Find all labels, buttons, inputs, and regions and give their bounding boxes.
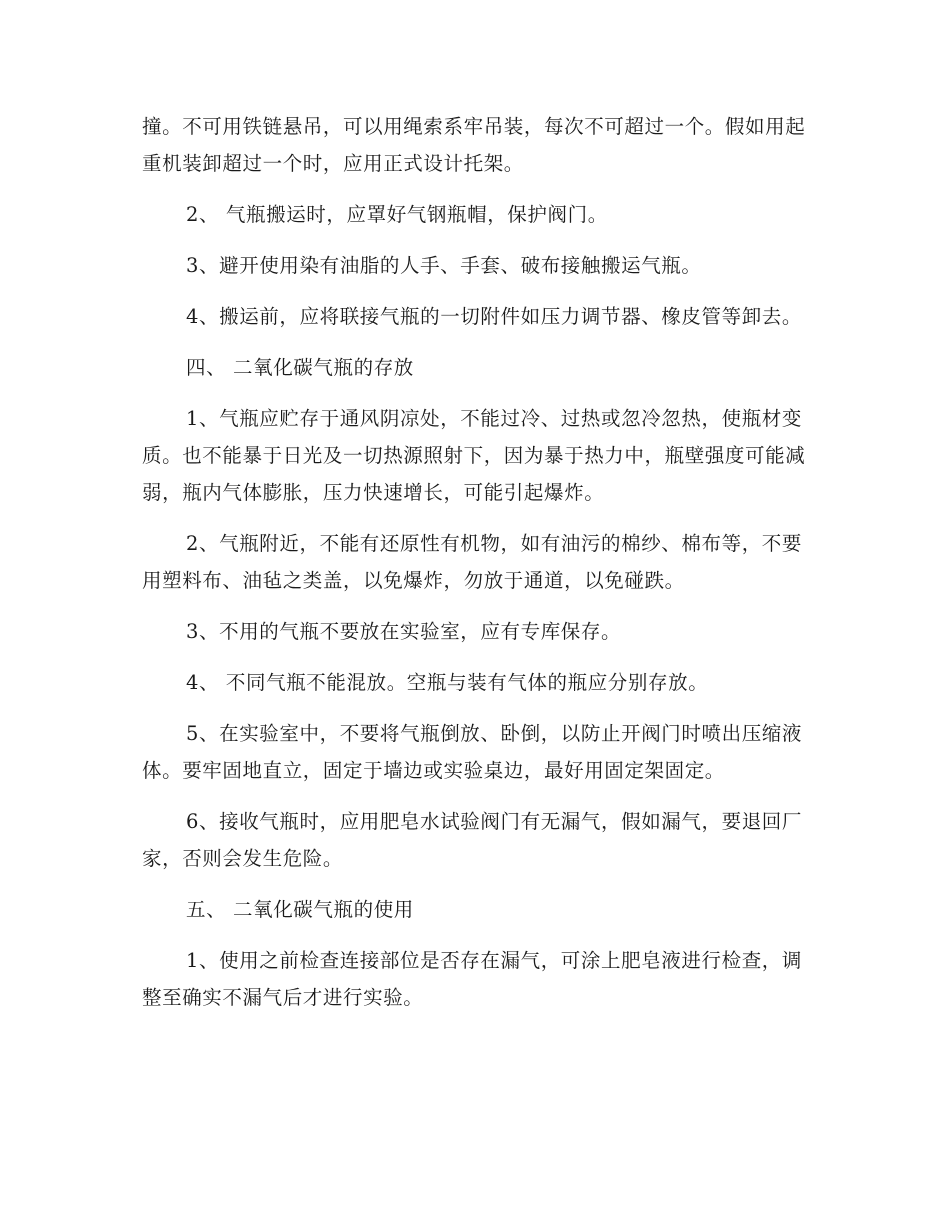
section-heading-storage: 四、 二氧化碳气瓶的存放 [186,356,414,379]
paragraph-storage-item-2: 2、气瓶附近，不能有还原性有机物，如有油污的棉纱、棉布等，不要用塑料布、油毡之类盖，以免爆炸，勿放于通道，以免碰跌。 [142,532,803,592]
paragraph-transport-item-4: 4、搬运前，应将联接气瓶的一切附件如压力调节器、橡皮管等卸去。 [186,305,803,328]
section-heading-usage: 五、 二氧化碳气瓶的使用 [186,898,414,921]
paragraph-transport-item-3: 3、避开使用染有油脂的人手、手套、破布接触搬运气瓶。 [186,254,702,277]
paragraph-storage-item-6: 6、接收气瓶时，应用肥皂水试验阀门有无漏气，假如漏气，要退回厂家，否则会发生危险。 [142,810,803,870]
document-body [142,108,810,1030]
paragraph-storage-item-3: 3、不用的气瓶不要放在实验室，应有专库保存。 [186,620,622,643]
paragraph-continuation: 撞。不可用铁链悬吊，可以用绳索系牢吊装，每次不可超过一个。假如用起重机装卸超过一个时，应用正式设计托架。 [142,115,806,175]
paragraph-storage-item-1: 1、气瓶应贮存于通风阴凉处，不能过冷、过热或忽冷忽热，使瓶材变质。也不能暴于日光及一切热源照射下，因为暴于热力中，瓶壁强度可能减弱，瓶内气体膨胀，压力快速增长，可能引起爆炸。 [142,407,806,504]
paragraph-transport-item-2: 2、 气瓶搬运时，应罩好气钢瓶帽，保护阀门。 [186,203,608,226]
paragraph-usage-item-1: 1、使用之前检查连接部位是否存在漏气，可涂上肥皂液进行检查，调整至确实不漏气后才进行实验。 [142,949,803,1009]
paragraph-storage-item-5: 5、在实验室中，不要将气瓶倒放、卧倒，以防止开阀门时喷出压缩液体。要牢固地直立，固定于墙边或实验桌边，最好用固定架固定。 [142,722,803,782]
paragraph-storage-item-4: 4、 不同气瓶不能混放。空瓶与装有气体的瓶应分别存放。 [186,671,709,694]
